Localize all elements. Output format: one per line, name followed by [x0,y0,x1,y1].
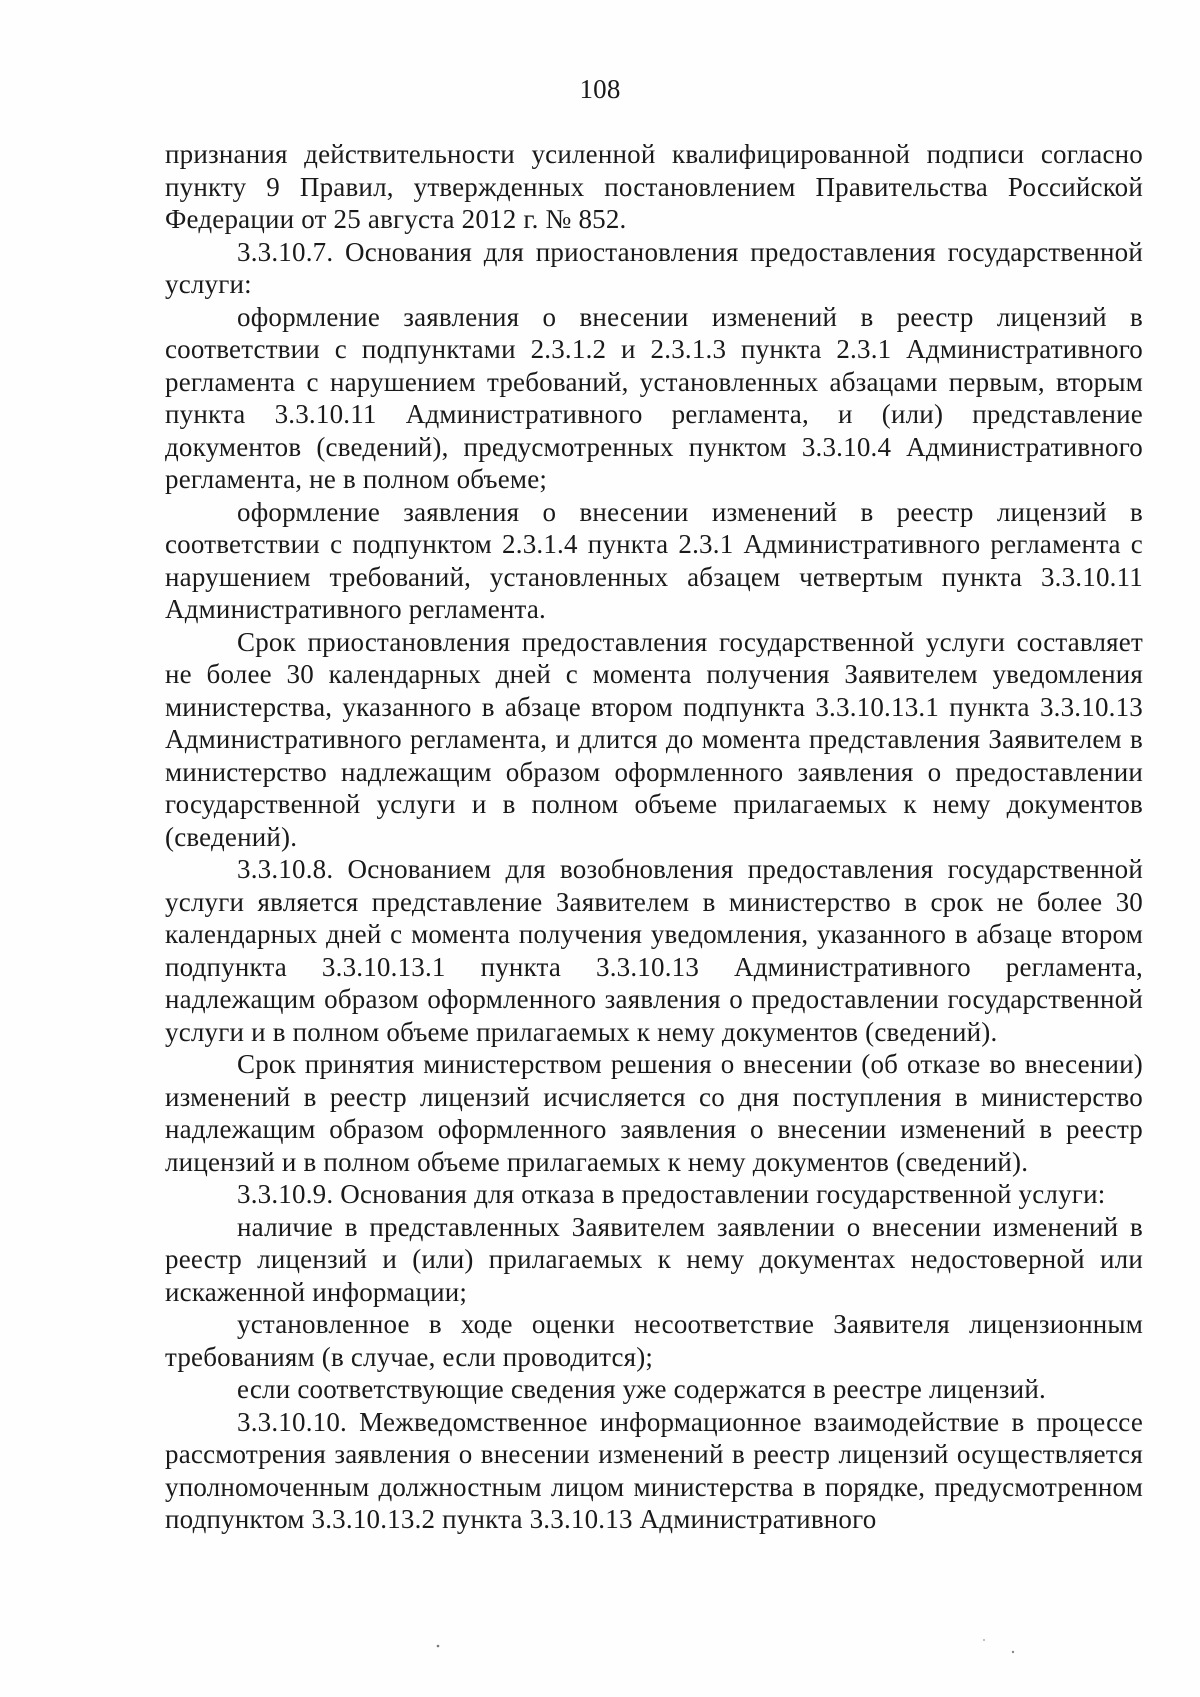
paragraph: 3.3.10.9. Основания для отказа в предоставлении государственной услуги: [237,1179,1106,1209]
paragraph: установленное в ходе оценки несоответствие Заявителя лицензионным требованиям (в случае, если проводится); [165,1309,1143,1372]
paragraph: признания действительности усиленной квалифицированной подписи согласно пункту 9 Правил, утвержденных постановлением Правительства Российской Федерации от 25 августа 2012 г. № 852. [165,139,1143,234]
scan-speck [1012,1651,1014,1653]
paragraph: Срок принятия министерством решения о внесении (об отказе во внесении) изменений в реестр лицензий исчисляется со дня поступления в министерство надлежащим образом оформленного заявления о внесении изменений в реестр лицензий и в полном объеме прилагаемых к нему документов (сведений). [165,1049,1143,1177]
paragraph: оформление заявления о внесении изменений в реестр лицензий в соответствии с подпунктом 2.3.1.4 пункта 2.3.1 Административного регламента с нарушением требований, установленных абзацем четвертым пункта 3.3.10.11 Административного регламента. [165,496,1143,624]
paragraph: если соответствующие сведения уже содержатся в реестре лицензий. [237,1374,1046,1404]
paragraph: Срок приостановления предоставления государственной услуги составляет не более 30 календарных дней с момента получения Заявителем уведомления министерства, указанного в абзаце втором подпункта 3.3.10.13.1 пункта 3.3.10.13 Административного регламента, и длится до момента представления Заявителем в министерство надлежащим образом оформленного заявления о предоставлении государственной услуги и в полном объеме прилагаемых к нему документов (сведений). [165,626,1143,852]
body-text [165,138,1143,1536]
paragraph: 3.3.10.7. Основания для приостановления предоставления государственной услуги: [165,236,1143,299]
scan-speck [983,1639,985,1641]
scan-speck [437,1645,440,1648]
paragraph: оформление заявления о внесении изменений в реестр лицензий в соответствии с подпунктами 2.3.1.2 и 2.3.1.3 пункта 2.3.1 Административного регламента с нарушением требований, установленных абзацами первым, вторым пункта 3.3.10.11 Административного регламента, и (или) представление документов (сведений), предусмотренных пунктом 3.3.10.4 Административного регламента, не в полном объеме; [165,301,1143,494]
paragraph: 3.3.10.8. Основанием для возобновления предоставления государственной услуги является представление Заявителем в министерство в срок не более 30 календарных дней с момента получения уведомления, указанного в абзаце втором подпункта 3.3.10.13.1 пункта 3.3.10.13 Административного регламента, надлежащим образом оформленного заявления о предоставлении государственной услуги и в полном объеме прилагаемых к нему документов (сведений). [165,854,1143,1047]
paragraph: наличие в представленных Заявителем заявлении о внесении изменений в реестр лицензий и (или) прилагаемых к нему документах недостоверной или искаженной информации; [165,1211,1143,1307]
paragraph: 3.3.10.10. Межведомственное информационное взаимодействие в процессе рассмотрения заявления о внесении изменений в реестр лицензий осуществляется уполномоченным должностным лицом министерства в порядке, предусмотренном подпунктом 3.3.10.13.2 пункта 3.3.10.13 Административного [165,1406,1143,1534]
page-number: 108 [579,74,621,104]
